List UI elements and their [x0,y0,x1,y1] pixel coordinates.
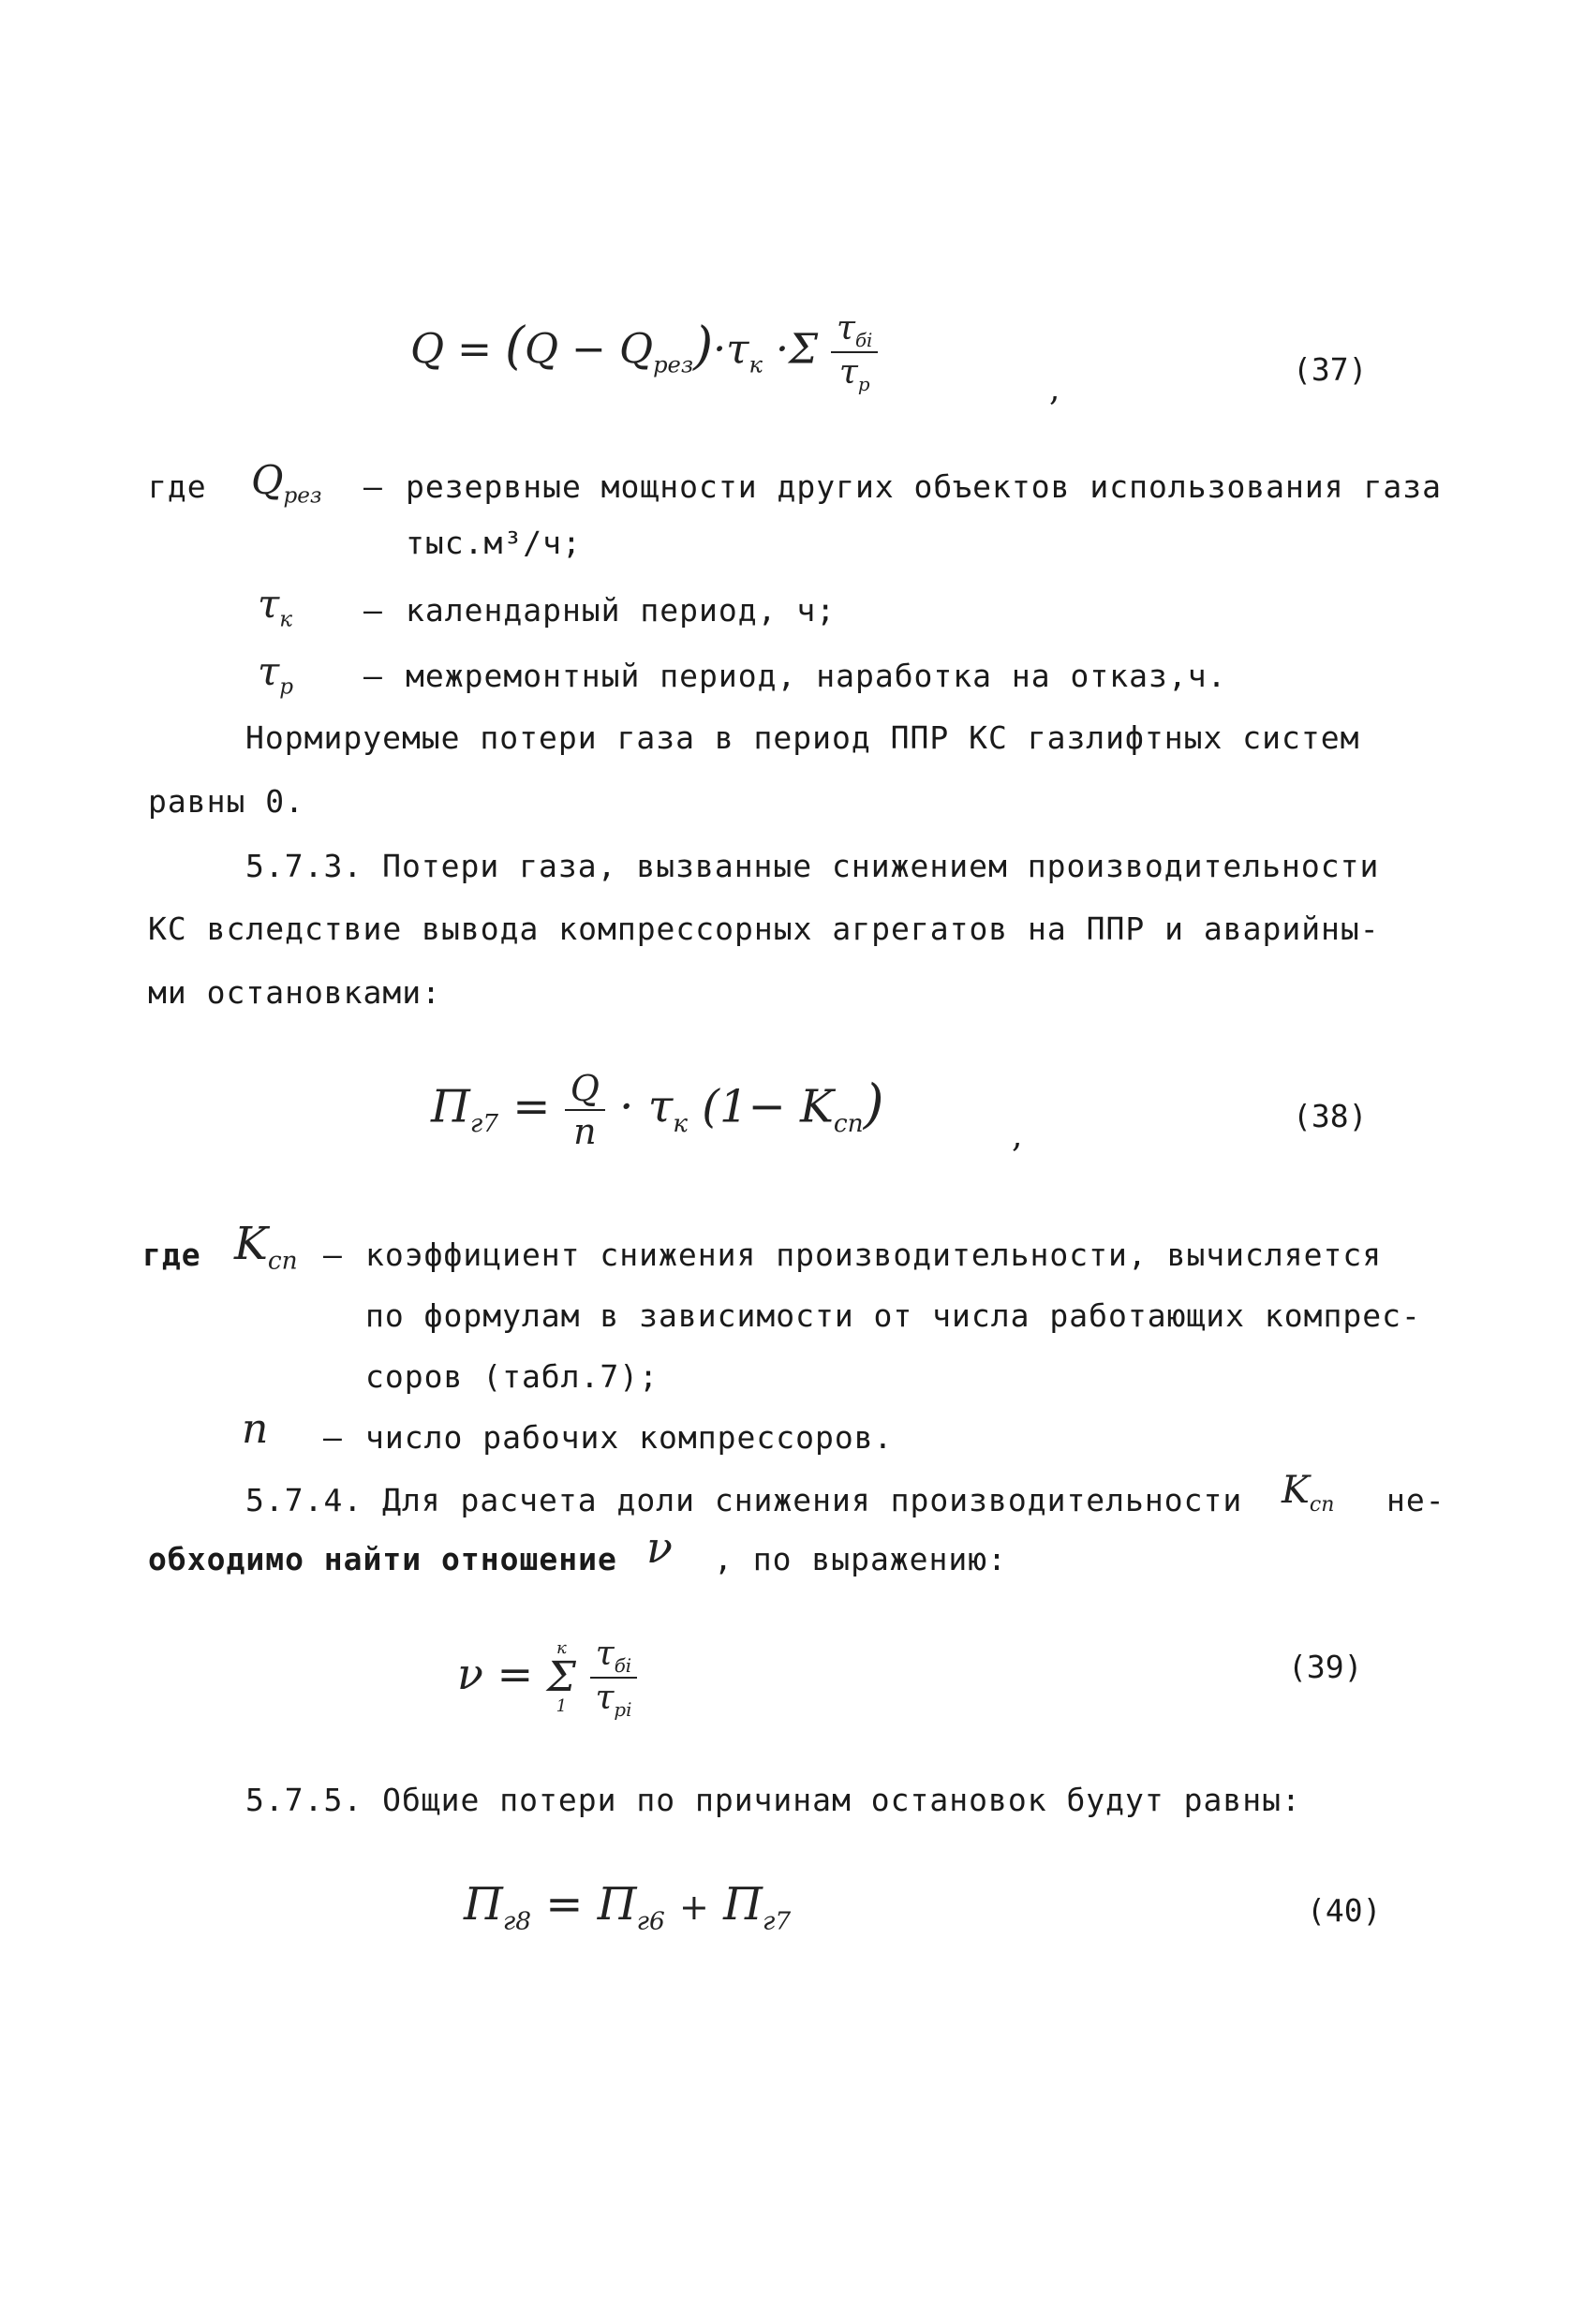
where37-tauk-letter: τ [258,581,280,627]
where38-ksp-sub: сп [267,1246,298,1276]
where37-tauk-sub: к [279,607,293,632]
eq38-frac-num: Q [565,1068,605,1111]
eq37-comma: , [1049,370,1060,408]
eq37-equals: = [457,325,492,374]
equation-39 [457,1635,637,1721]
where38-symbol-n: n [242,1405,269,1453]
para-norm-line-2: равны 0. [148,783,304,820]
eq40-lhs: П [464,1878,503,1931]
eq40-term1-sub: г6 [636,1906,665,1936]
para-574-line-1a: 5.7.4. Для расчета доли снижения производительности [245,1482,1243,1518]
para-574-line-1b: не- [1386,1482,1445,1518]
eq37-minus: − [571,325,606,374]
eq37-sum: Σ [788,325,819,374]
where38-label: где [142,1236,201,1273]
where37-text-3: межремонтный период, наработка на отказ,ч. [406,658,1227,694]
eq38-frac-den: n [573,1111,597,1152]
eq38-dot: · [619,1080,634,1133]
eq39-sum: Σ [546,1653,576,1702]
eq38-close-paren: ) [863,1073,884,1135]
eq37-qres-sub: рез [653,351,694,378]
eq37-lhs: Q [410,325,445,374]
eq37-frac-num: τ [837,309,855,348]
eq39-fraction [590,1635,638,1721]
para-575-line-1: 5.7.5. Общие потери по причинам остановок будут равны: [245,1782,1301,1818]
where37-dash-3: – [363,658,383,694]
eq39-frac-den-sub: рi [614,1699,632,1722]
para-574-ksp-sub: сп [1309,1493,1335,1517]
equation-37 [410,309,878,395]
where37-symbol-tauk [258,581,292,631]
where38-text-1c: соров (табл.7); [365,1358,660,1395]
eq38-lhs: П [431,1080,470,1133]
eq39-frac-num-sub: бi [614,1655,632,1678]
eq40-number: (40) [1307,1892,1382,1929]
para-574-symbol-ksp [1282,1469,1334,1517]
where38-ksp-letter: K [234,1218,268,1270]
eq39-sum-top: к [556,1638,567,1659]
eq37-dot1: · [713,325,727,374]
eq38-paren-term: (1− K [702,1080,834,1133]
para-574-line-2a: обходимо найти отношение [148,1541,617,1577]
where38-dash-1: – [323,1236,343,1273]
where37-symbol-qres [251,457,321,508]
eq39-frac-den: τ [595,1679,615,1718]
eq40-term1: П [597,1878,637,1931]
eq37-fraction [831,309,878,395]
eq37-frac-den-sub: р [857,374,870,396]
eq37-open-paren: ( [504,316,526,376]
eq37-tau-sub: к [748,351,763,378]
eq39-frac-num: τ [595,1635,615,1673]
equation-40 [464,1878,791,1936]
eq39-equals: = [496,1649,534,1700]
eq40-plus: + [679,1887,709,1928]
where37-label: где [148,468,207,505]
eq37-qres: Q [618,325,654,374]
where37-taup-sub: р [279,674,294,700]
where37-text-2: календарный период, ч; [406,592,837,629]
eq37-frac-den: τ [838,353,858,392]
eq38-tau-sub: к [673,1109,689,1139]
para-573-line-3: ми остановками: [148,974,442,1011]
eq38-comma: , [1012,1117,1023,1155]
where37-taup-letter: τ [258,648,280,694]
eq39-sum-block [547,1640,576,1715]
eq38-number: (38) [1293,1098,1368,1134]
where38-symbol-ksp [234,1218,298,1276]
where37-qres-sub: рез [283,483,322,509]
eq37-q: Q [525,325,559,374]
para-574-nu: ν [646,1522,673,1573]
where38-text-1b: по формулам в зависимости от числа работающих компрес- [365,1297,1421,1334]
where37-symbol-taup [258,648,293,699]
para-574-line-2b: , по выражению: [714,1541,1008,1577]
eq39-sum-bottom: 1 [556,1696,568,1717]
where37-text-1: резервные мощности других объектов использования газа [406,468,1442,505]
eq37-frac-num-sub: бi [854,330,873,352]
eq38-fraction [565,1068,605,1152]
eq40-equals: = [545,1878,584,1931]
where38-text-1a: коэффициент снижения производительности, вычисляется [365,1236,1383,1273]
equation-38 [431,1068,884,1152]
eq38-k-sub: сп [833,1109,864,1139]
eq37-tau: τ [726,325,749,374]
where37-dash-2: – [363,592,383,629]
eq39-lhs: ν [457,1649,483,1700]
para-573-line-1: 5.7.3. Потери газа, вызванные снижением производительности [245,848,1380,884]
eq40-term2: П [723,1878,763,1931]
eq37-close-paren: ) [693,316,714,376]
para-574-ksp-letter: K [1282,1469,1310,1512]
where38-dash-2: – [323,1419,343,1456]
where37-text-1b: тыс.м³/ч; [406,525,582,561]
eq40-term2-sub: г7 [762,1906,792,1936]
para-norm-line-1: Нормируемые потери газа в период ППР КС газлифтных систем [245,719,1360,756]
eq37-number: (37) [1293,351,1368,388]
eq38-tau: τ [647,1080,674,1133]
eq40-lhs-sub: г8 [502,1906,531,1936]
where37-dash-1: – [363,468,383,505]
eq38-lhs-sub: г7 [469,1109,498,1139]
eq37-dot2: · [775,325,789,374]
para-573-line-2: КС вследствие вывода компрессорных агрегатов на ППР и аварийны- [148,910,1380,947]
eq38-equals: = [512,1080,551,1133]
eq39-number: (39) [1288,1649,1363,1685]
where38-text-2: число рабочих компрессоров. [365,1419,894,1456]
where37-qres-letter: Q [251,457,284,503]
